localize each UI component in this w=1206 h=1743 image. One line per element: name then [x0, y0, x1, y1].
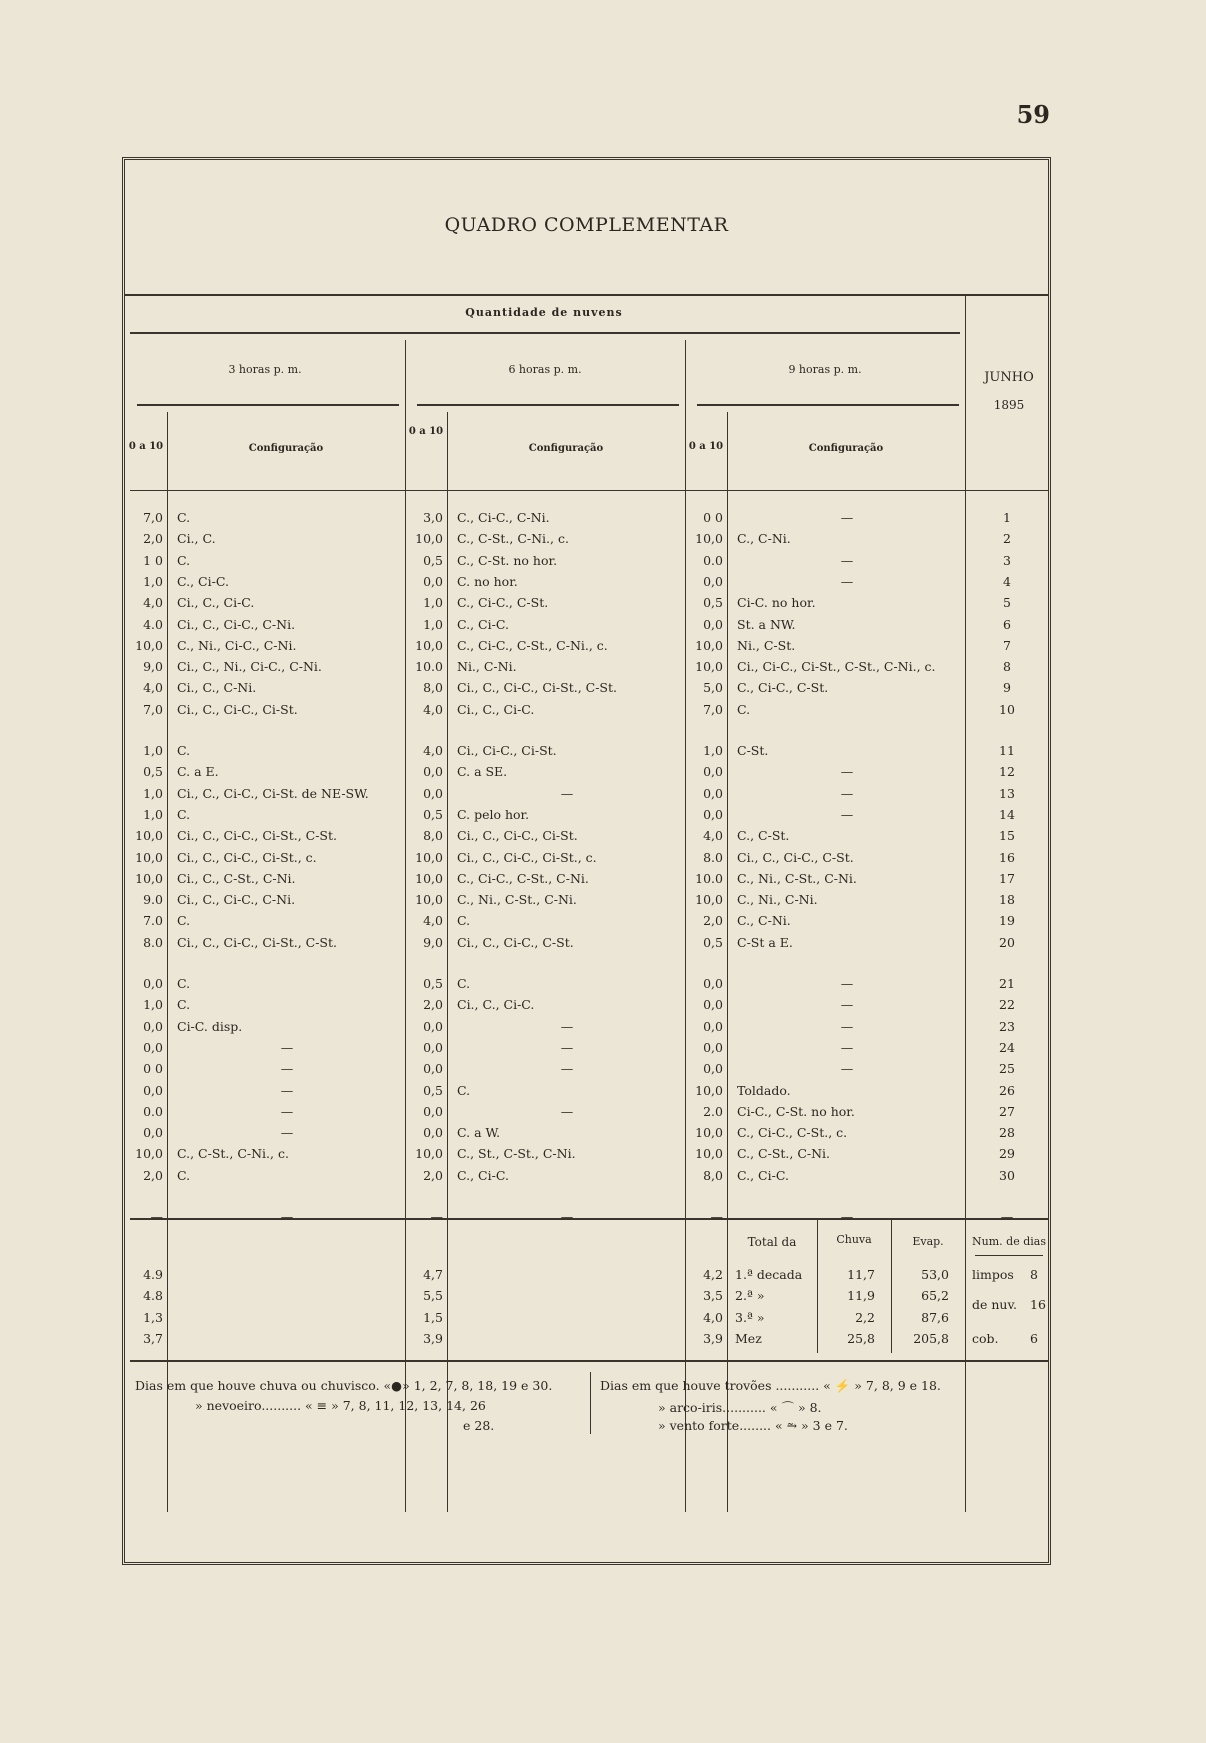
row-7-b: 10,0 [415, 637, 443, 653]
row-15-c: 4,0 [703, 828, 723, 844]
title-row [125, 160, 1048, 296]
row-13-cc: — [840, 785, 854, 801]
row-20-d: 20 [999, 934, 1015, 950]
row-1-bc: C., Ci-C., C-Ni. [457, 510, 550, 525]
row-19-bc: C. [457, 913, 471, 929]
row-18-cc: C., Ni., C-Ni. [737, 892, 818, 908]
summary-evap-header: Evap. [912, 1235, 944, 1248]
dias-cob-label: cob. [972, 1331, 999, 1346]
row-2-ac: Ci., C. [177, 531, 216, 547]
row-24-ac: — [280, 1039, 294, 1055]
row-31-a: — [150, 1209, 163, 1224]
row-13-b: 0,0 [423, 785, 443, 801]
row-28-ac: — [280, 1125, 294, 1141]
row-13-a: 1,0 [143, 785, 163, 801]
footer-divider [590, 1372, 591, 1434]
row-12-a: 0,5 [143, 764, 163, 780]
row-16-d: 16 [999, 849, 1015, 865]
summary-2-c: 3,5 [703, 1288, 723, 1303]
row-12-ac: C. a E. [177, 764, 219, 780]
summary-total-header: Total da [747, 1235, 797, 1249]
row-29-cc: C., C-St., C-Ni. [737, 1146, 831, 1162]
row-16-cc: Ci., C., Ci-C., C-St. [737, 849, 854, 865]
row-17-b: 10,0 [415, 870, 443, 886]
summary-4-chuva: 25,8 [847, 1331, 875, 1346]
row-31-c: — [710, 1209, 723, 1224]
row-7-cc: Ni., C-St. [737, 637, 796, 653]
row-23-b: 0,0 [423, 1018, 443, 1034]
row-3-d: 3 [1003, 552, 1011, 568]
row-4-b: 0,0 [423, 573, 443, 589]
row-8-b: 10.0 [415, 659, 443, 675]
row-5-cc: Ci-C. no hor. [737, 595, 816, 611]
row-20-ac: Ci., C., Ci-C., Ci-St., C-St. [177, 934, 337, 950]
row-22-bc: Ci., C., Ci-C. [457, 997, 535, 1013]
row-9-cc: C., Ci-C., C-St. [737, 680, 829, 696]
row-13-bc: — [560, 785, 574, 801]
row-17-a: 10,0 [135, 870, 163, 886]
row-1-a: 7,0 [143, 510, 163, 525]
row-20-a: 8.0 [143, 934, 163, 950]
row-6-d: 6 [1003, 616, 1011, 632]
row-26-ac: — [280, 1082, 294, 1098]
dias-nuv-value: 16 [1030, 1297, 1046, 1312]
row-22-b: 2,0 [423, 997, 443, 1013]
summary-dias-rule [975, 1255, 1043, 1256]
row-19-c: 2,0 [703, 913, 723, 929]
row-17-ac: Ci., C., C-St., C-Ni. [177, 870, 296, 886]
row-4-ac: C., Ci-C. [177, 573, 229, 589]
row-13-c: 0,0 [703, 785, 723, 801]
row-22-a: 1,0 [143, 997, 163, 1013]
row-20-b: 9,0 [423, 934, 443, 950]
row-28-bc: C. a W. [457, 1125, 501, 1141]
row-2-c: 10,0 [695, 531, 723, 547]
row-22-cc: — [840, 997, 854, 1013]
row-21-cc: — [840, 976, 854, 991]
row-6-c: 0,0 [703, 616, 723, 632]
footer-left-1: Dias em que houve chuva ou chuvisco. «●» 1, 2, 7, 8, 18, 19 e 30. [135, 1378, 553, 1393]
row-30-a: 2,0 [143, 1167, 163, 1183]
row-14-d: 14 [999, 806, 1015, 822]
row-28-cc: C., Ci-C., C-St., c. [737, 1125, 848, 1141]
brace-main [130, 332, 960, 334]
month-label: JUNHO [984, 370, 1034, 385]
row-24-d: 24 [999, 1039, 1015, 1055]
period-3pm: 3 horas p. m. [228, 363, 302, 376]
row-24-b: 0,0 [423, 1039, 443, 1055]
row-29-a: 10,0 [135, 1146, 163, 1162]
row-10-cc: C. [737, 701, 751, 717]
row-6-cc: St. a NW. [737, 616, 796, 632]
row-29-ac: C., C-St., C-Ni., c. [177, 1146, 289, 1162]
row-23-bc: — [560, 1018, 574, 1034]
row-24-c: 0,0 [703, 1039, 723, 1055]
page-number: 59 [1016, 100, 1050, 129]
row-6-b: 1,0 [423, 616, 443, 632]
summary-3-label: 3.ª » [735, 1310, 765, 1325]
row-16-a: 10,0 [135, 849, 163, 865]
row-10-d: 10 [999, 701, 1015, 717]
row-7-a: 10,0 [135, 637, 163, 653]
row-30-bc: C., Ci-C. [457, 1167, 509, 1183]
summary-3-chuva: 2,2 [855, 1310, 875, 1325]
row-12-cc: — [840, 764, 854, 780]
row-27-b: 0,0 [423, 1103, 443, 1119]
dias-nuv-label: de nuv. [972, 1297, 1018, 1312]
vline-c1 [727, 412, 728, 1512]
row-13-ac: Ci., C., Ci-C., Ci-St. de NE-SW. [177, 785, 369, 801]
row-5-bc: C., Ci-C., C-St. [457, 595, 549, 611]
col-config-c: Configuração [808, 443, 884, 454]
summary-dias-header: Num. de dias [972, 1235, 1046, 1248]
row-8-a: 9,0 [143, 659, 163, 675]
brace-6pm [417, 404, 679, 406]
row-8-ac: Ci., C., Ni., Ci-C., C-Ni. [177, 659, 322, 675]
vline-c2 [965, 294, 966, 1512]
footer-right-1: Dias em que houve trovões ........... « ⚡ » 7, 8, 9 e 18. [600, 1378, 941, 1393]
row-3-cc: — [840, 552, 854, 568]
row-25-bc: — [560, 1061, 574, 1077]
summary-4-evap: 205,8 [913, 1331, 949, 1346]
col-config-a: Configuração [248, 443, 324, 454]
row-1-c: 0 0 [703, 510, 723, 525]
summary-2-b: 5,5 [423, 1288, 443, 1303]
row-15-ac: Ci., C., Ci-C., Ci-St., C-St. [177, 828, 337, 844]
row-6-ac: Ci., C., Ci-C., C-Ni. [177, 616, 296, 632]
row-1-b: 3,0 [423, 510, 443, 525]
row-9-b: 8,0 [423, 680, 443, 696]
row-21-b: 0,5 [423, 976, 443, 991]
row-6-bc: C., Ci-C. [457, 616, 509, 632]
row-26-a: 0,0 [143, 1082, 163, 1098]
row-18-b: 10,0 [415, 892, 443, 908]
row-19-d: 19 [999, 913, 1015, 929]
row-10-bc: Ci., C., Ci-C. [457, 701, 535, 717]
row-29-c: 10,0 [695, 1146, 723, 1162]
row-10-a: 7,0 [143, 701, 163, 717]
row-17-c: 10.0 [695, 870, 723, 886]
row-19-ac: C. [177, 913, 191, 929]
row-12-c: 0,0 [703, 764, 723, 780]
col-scale-a: 0 a 10 [128, 441, 164, 452]
dias-cob-value: 6 [1030, 1331, 1038, 1346]
dias-limpos-label: limpos [972, 1267, 1014, 1282]
row-13-d: 13 [999, 785, 1015, 801]
row-23-c: 0,0 [703, 1018, 723, 1034]
row-11-cc: C-St. [737, 743, 769, 758]
row-9-bc: Ci., C., Ci-C., Ci-St., C-St. [457, 680, 617, 696]
row-22-d: 22 [999, 997, 1015, 1013]
row-19-b: 4,0 [423, 913, 443, 929]
row-28-d: 28 [999, 1125, 1015, 1141]
row-14-cc: — [840, 806, 854, 822]
row-12-bc: C. a SE. [457, 764, 508, 780]
row-8-d: 8 [1003, 659, 1011, 675]
row-27-d: 27 [999, 1103, 1015, 1119]
row-3-c: 0.0 [703, 552, 723, 568]
row-26-c: 10,0 [695, 1082, 723, 1098]
summary-1-a: 4.9 [143, 1267, 163, 1282]
year-label: 1895 [993, 398, 1025, 412]
row-18-ac: Ci., C., Ci-C., C-Ni. [177, 892, 296, 908]
row-11-a: 1,0 [143, 743, 163, 758]
row-5-c: 0,5 [703, 595, 723, 611]
row-14-c: 0,0 [703, 806, 723, 822]
col-scale-c: 0 a 10 [688, 441, 724, 452]
row-4-a: 1,0 [143, 573, 163, 589]
row-10-c: 7,0 [703, 701, 723, 717]
row-16-b: 10,0 [415, 849, 443, 865]
row-26-cc: Toldado. [737, 1082, 791, 1098]
row-19-cc: C., C-Ni. [737, 913, 791, 929]
summary-4-a: 3,7 [143, 1331, 163, 1346]
row-30-d: 30 [999, 1167, 1015, 1183]
row-29-b: 10,0 [415, 1146, 443, 1162]
row-21-ac: C. [177, 976, 191, 991]
row-27-c: 2.0 [703, 1103, 723, 1119]
row-26-b: 0,5 [423, 1082, 443, 1098]
row-25-cc: — [840, 1061, 854, 1077]
row-20-cc: C-St a E. [737, 934, 793, 950]
summary-4-label: Mez [735, 1331, 762, 1346]
summary-2-evap: 65,2 [921, 1288, 949, 1303]
summary-2-a: 4.8 [143, 1288, 163, 1303]
summary-3-c: 4,0 [703, 1310, 723, 1325]
row-14-a: 1,0 [143, 806, 163, 822]
row-26-d: 26 [999, 1082, 1015, 1098]
row-16-ac: Ci., C., Ci-C., Ci-St., c. [177, 849, 317, 865]
row-4-d: 4 [1003, 573, 1011, 589]
row-11-c: 1,0 [703, 743, 723, 758]
row-11-b: 4,0 [423, 743, 443, 758]
row-2-cc: C., C-Ni. [737, 531, 791, 547]
footer-rule [130, 1360, 1048, 1362]
row-23-d: 23 [999, 1018, 1015, 1034]
summary-2-label: 2.ª » [735, 1288, 765, 1303]
row-9-ac: Ci., C., C-Ni. [177, 680, 257, 696]
row-25-a: 0 0 [143, 1061, 163, 1077]
row-31-bc: — [560, 1209, 574, 1224]
row-16-c: 8.0 [703, 849, 723, 865]
row-4-cc: — [840, 573, 854, 589]
row-17-cc: C., Ni., C-St., C-Ni. [737, 870, 857, 886]
footer-right-2: » arco-iris........... « ⌒ » 8. [658, 1400, 822, 1415]
row-5-b: 1,0 [423, 595, 443, 611]
row-4-bc: C. no hor. [457, 573, 518, 589]
row-15-d: 15 [999, 828, 1015, 844]
row-5-d: 5 [1003, 595, 1011, 611]
row-14-bc: C. pelo hor. [457, 806, 530, 822]
row-2-d: 2 [1003, 531, 1011, 547]
row-19-a: 7.0 [143, 913, 163, 929]
row-8-c: 10,0 [695, 659, 723, 675]
vline-a2 [405, 340, 406, 1512]
row-27-cc: Ci-C., C-St. no hor. [737, 1103, 855, 1119]
summary-chuva-header: Chuva [836, 1233, 872, 1246]
row-25-b: 0,0 [423, 1061, 443, 1077]
row-7-ac: C., Ni., Ci-C., C-Ni. [177, 637, 297, 653]
period-9pm: 9 horas p. m. [788, 363, 862, 376]
row-3-b: 0,5 [423, 552, 443, 568]
period-6pm: 6 horas p. m. [508, 363, 582, 376]
row-8-bc: Ni., C-Ni. [457, 659, 517, 675]
vline-b1 [447, 412, 448, 1512]
header-rule [130, 490, 1048, 491]
row-27-bc: — [560, 1103, 574, 1119]
summary-rule [130, 1218, 1048, 1220]
row-4-c: 0,0 [703, 573, 723, 589]
row-21-c: 0,0 [703, 976, 723, 991]
row-7-d: 7 [1003, 637, 1011, 653]
row-14-ac: C. [177, 806, 191, 822]
row-20-bc: Ci., C., Ci-C., C-St. [457, 934, 574, 950]
row-15-b: 8,0 [423, 828, 443, 844]
vline-b2 [685, 340, 686, 1512]
row-3-ac: C. [177, 552, 191, 568]
row-30-b: 2,0 [423, 1167, 443, 1183]
row-11-bc: Ci., Ci-C., Ci-St. [457, 743, 557, 758]
brace-9pm [697, 404, 959, 406]
col-scale-b: 0 a 10 [408, 426, 444, 437]
summary-1-b: 4,7 [423, 1267, 443, 1282]
row-24-a: 0,0 [143, 1039, 163, 1055]
summary-4-c: 3,9 [703, 1331, 723, 1346]
row-1-d: 1 [1003, 510, 1011, 525]
table-frame [122, 157, 1051, 1565]
row-31-cc: — [840, 1209, 854, 1224]
row-23-ac: Ci-C. disp. [177, 1018, 243, 1034]
footer-left-3: e 28. [463, 1418, 495, 1433]
row-31-ac: — [280, 1209, 294, 1224]
row-30-c: 8,0 [703, 1167, 723, 1183]
row-9-c: 5,0 [703, 680, 723, 696]
row-29-bc: C., St., C-St., C-Ni. [457, 1146, 576, 1162]
row-2-bc: C., C-St., C-Ni., c. [457, 531, 569, 547]
row-9-d: 9 [1003, 680, 1011, 696]
row-12-b: 0,0 [423, 764, 443, 780]
row-18-c: 10,0 [695, 892, 723, 908]
summary-3-a: 1,3 [143, 1310, 163, 1325]
col-config-b: Configuração [528, 443, 604, 454]
row-18-d: 18 [999, 892, 1015, 908]
row-27-ac: — [280, 1103, 294, 1119]
summary-1-c: 4,2 [703, 1267, 723, 1282]
row-21-bc: C. [457, 976, 471, 991]
row-30-ac: C. [177, 1167, 191, 1183]
row-14-b: 0,5 [423, 806, 443, 822]
row-29-d: 29 [999, 1146, 1015, 1162]
page-title: QUADRO COMPLEMENTAR [444, 214, 729, 236]
row-7-c: 10,0 [695, 637, 723, 653]
row-16-bc: Ci., C., Ci-C., Ci-St., c. [457, 849, 597, 865]
row-20-c: 0,5 [703, 934, 723, 950]
dias-limpos-value: 8 [1030, 1267, 1038, 1282]
row-30-cc: C., Ci-C. [737, 1167, 789, 1183]
row-11-ac: C. [177, 743, 191, 758]
row-12-d: 12 [999, 764, 1015, 780]
row-27-a: 0.0 [143, 1103, 163, 1119]
row-1-cc: — [840, 510, 854, 525]
footer-right-3: » vento forte........ « ⥲ » 3 e 7. [658, 1418, 848, 1433]
row-11-d: 11 [999, 743, 1015, 758]
row-23-cc: — [840, 1018, 854, 1034]
row-21-a: 0,0 [143, 976, 163, 991]
brace-3pm [137, 404, 399, 406]
row-9-a: 4,0 [143, 680, 163, 696]
row-3-a: 1 0 [143, 552, 163, 568]
row-21-d: 21 [999, 976, 1015, 991]
row-10-b: 4,0 [423, 701, 443, 717]
row-28-c: 10,0 [695, 1125, 723, 1141]
summary-1-label: 1.ª decada [735, 1267, 803, 1282]
row-24-bc: — [560, 1039, 574, 1055]
row-15-a: 10,0 [135, 828, 163, 844]
row-15-bc: Ci., C., Ci-C., Ci-St. [457, 828, 578, 844]
row-28-a: 0,0 [143, 1125, 163, 1141]
summary-3-b: 1,5 [423, 1310, 443, 1325]
row-25-c: 0,0 [703, 1061, 723, 1077]
summary-2-chuva: 11,9 [847, 1288, 875, 1303]
row-3-bc: C., C-St. no hor. [457, 552, 558, 568]
row-25-d: 25 [999, 1061, 1015, 1077]
summary-1-evap: 53,0 [921, 1267, 949, 1282]
row-28-b: 0,0 [423, 1125, 443, 1141]
summary-1-chuva: 11,7 [847, 1267, 875, 1282]
row-2-a: 2,0 [143, 531, 163, 547]
row-22-c: 0,0 [703, 997, 723, 1013]
subtitle: Quantidade de nuvens [465, 306, 623, 319]
row-7-bc: C., Ci-C., C-St., C-Ni., c. [457, 637, 608, 653]
footer-left-2: » nevoeiro.......... « ≡ » 7, 8, 11, 12, 13, 14, 26 [195, 1398, 486, 1413]
row-5-a: 4,0 [143, 595, 163, 611]
row-1-ac: C. [177, 510, 191, 525]
row-5-ac: Ci., C., Ci-C. [177, 595, 255, 611]
row-31-b: — [430, 1209, 443, 1224]
row-26-bc: C. [457, 1082, 471, 1098]
vline-a1 [167, 412, 168, 1512]
row-18-a: 9.0 [143, 892, 163, 908]
row-2-b: 10,0 [415, 531, 443, 547]
row-24-cc: — [840, 1039, 854, 1055]
summary-4-b: 3,9 [423, 1331, 443, 1346]
summary-3-evap: 87,6 [921, 1310, 949, 1325]
row-25-ac: — [280, 1061, 294, 1077]
row-17-d: 17 [999, 870, 1015, 886]
row-23-a: 0,0 [143, 1018, 163, 1034]
row-10-ac: Ci., C., Ci-C., Ci-St. [177, 701, 298, 717]
row-15-cc: C., C-St. [737, 828, 790, 844]
row-17-bc: C., Ci-C., C-St., C-Ni. [457, 870, 589, 886]
row-18-bc: C., Ni., C-St., C-Ni. [457, 892, 577, 908]
row-6-a: 4.0 [143, 616, 163, 632]
row-22-ac: C. [177, 997, 191, 1013]
row-31-d: — [1000, 1209, 1014, 1224]
row-8-cc: Ci., Ci-C., Ci-St., C-St., C-Ni., c. [737, 659, 936, 675]
